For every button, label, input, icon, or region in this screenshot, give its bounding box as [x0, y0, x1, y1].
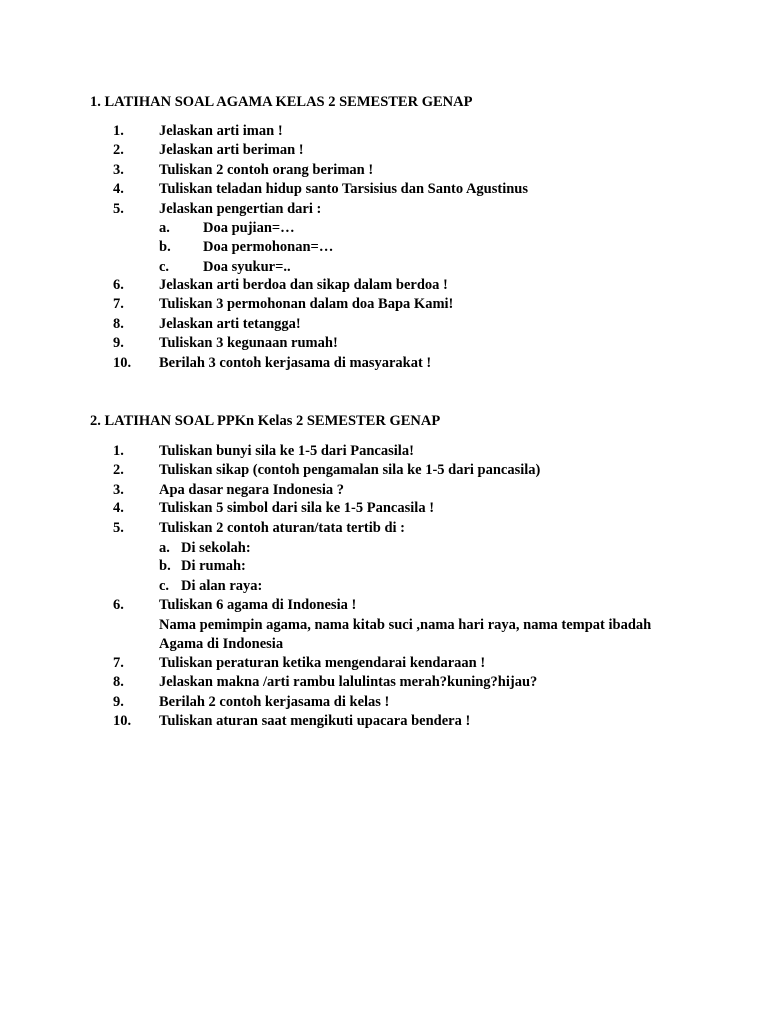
item-text: Jelaskan makna /arti rambu lalulintas merah?kuning?hijau?: [159, 674, 538, 691]
sub-item-text: Doa pujian=…: [203, 220, 295, 236]
item-number: 5.: [113, 200, 124, 217]
sub-item-letter: a.: [159, 539, 170, 556]
sub-item-text: Doa syukur=..: [203, 258, 291, 275]
item-number: 2.: [113, 462, 124, 479]
item-text: Tuliskan bunyi sila ke 1-5 dari Pancasila!: [159, 443, 414, 459]
item-number: 6.: [113, 277, 124, 293]
item-number: 4.: [113, 181, 124, 198]
item-number: 8.: [113, 315, 124, 332]
sub-item-text: Di sekolah:: [181, 539, 251, 556]
item-text: Tuliskan 3 kegunaan rumah!: [159, 335, 338, 352]
item-text: Berilah 2 contoh kerjasama di kelas !: [159, 693, 390, 710]
item-number: 7.: [113, 655, 124, 671]
item-number: 6.: [113, 597, 124, 614]
item-text: Apa dasar negara Indonesia ?: [159, 481, 345, 498]
item-text-continued: Nama pemimpin agama, nama kitab suci ,nama hari raya, nama tempat ibadah: [159, 616, 652, 633]
item-number: 5.: [113, 519, 124, 536]
item-text: Tuliskan aturan saat mengikuti upacara bendera !: [159, 713, 471, 730]
item-number: 4.: [113, 500, 124, 517]
item-number: 10.: [113, 354, 132, 371]
item-text: Jelaskan arti tetangga!: [159, 315, 301, 332]
item-number: 1.: [113, 443, 124, 459]
section1-heading: 1. LATIHAN SOAL AGAMA KELAS 2 SEMESTER GENAP: [90, 94, 473, 110]
sub-item-letter: c.: [159, 577, 170, 594]
item-text: Tuliskan teladan hidup santo Tarsisius dan Santo Agustinus: [159, 181, 529, 198]
item-text: Tuliskan 6 agama di Indonesia !: [159, 597, 357, 614]
item-number: 10.: [113, 713, 132, 730]
item-number: 7.: [113, 296, 124, 313]
item-text: Tuliskan 2 contoh orang beriman !: [159, 161, 374, 178]
item-number: 3.: [113, 161, 124, 178]
item-text: Jelaskan pengertian dari :: [159, 200, 322, 217]
sub-item-letter: c.: [159, 258, 170, 275]
item-text: Jelaskan arti beriman !: [159, 142, 304, 159]
item-number: 9.: [113, 693, 124, 710]
item-text: Tuliskan 5 simbol dari sila ke 1-5 Pancasila !: [159, 500, 435, 517]
item-number: 1.: [113, 123, 124, 139]
item-number: 3.: [113, 481, 124, 498]
item-text: Tuliskan 2 contoh aturan/tata tertib di :: [159, 519, 405, 536]
item-number: 8.: [113, 674, 124, 691]
item-text: Jelaskan arti iman !: [159, 123, 283, 139]
item-text: Tuliskan 3 permohonan dalam doa Bapa Kami!: [159, 296, 454, 313]
sub-item-text: Doa permohonan=…: [203, 239, 334, 256]
sub-item-text: Di alan raya:: [181, 577, 263, 594]
item-number: 9.: [113, 335, 124, 352]
item-number: 2.: [113, 142, 124, 159]
sub-item-text: Di rumah:: [181, 558, 246, 575]
item-text: Tuliskan sikap (contoh pengamalan sila ke 1-5 dari pancasila): [159, 462, 541, 479]
item-text: Jelaskan arti berdoa dan sikap dalam berdoa !: [159, 277, 448, 293]
sub-item-letter: b.: [159, 558, 171, 575]
section2-heading: 2. LATIHAN SOAL PPKn Kelas 2 SEMESTER GENAP: [90, 413, 441, 429]
item-text-continued: Agama di Indonesia: [159, 636, 284, 652]
sub-item-letter: b.: [159, 239, 171, 256]
sub-item-letter: a.: [159, 220, 170, 236]
item-text: Berilah 3 contoh kerjasama di masyarakat !: [159, 354, 432, 371]
item-text: Tuliskan peraturan ketika mengendarai kendaraan !: [159, 655, 486, 671]
